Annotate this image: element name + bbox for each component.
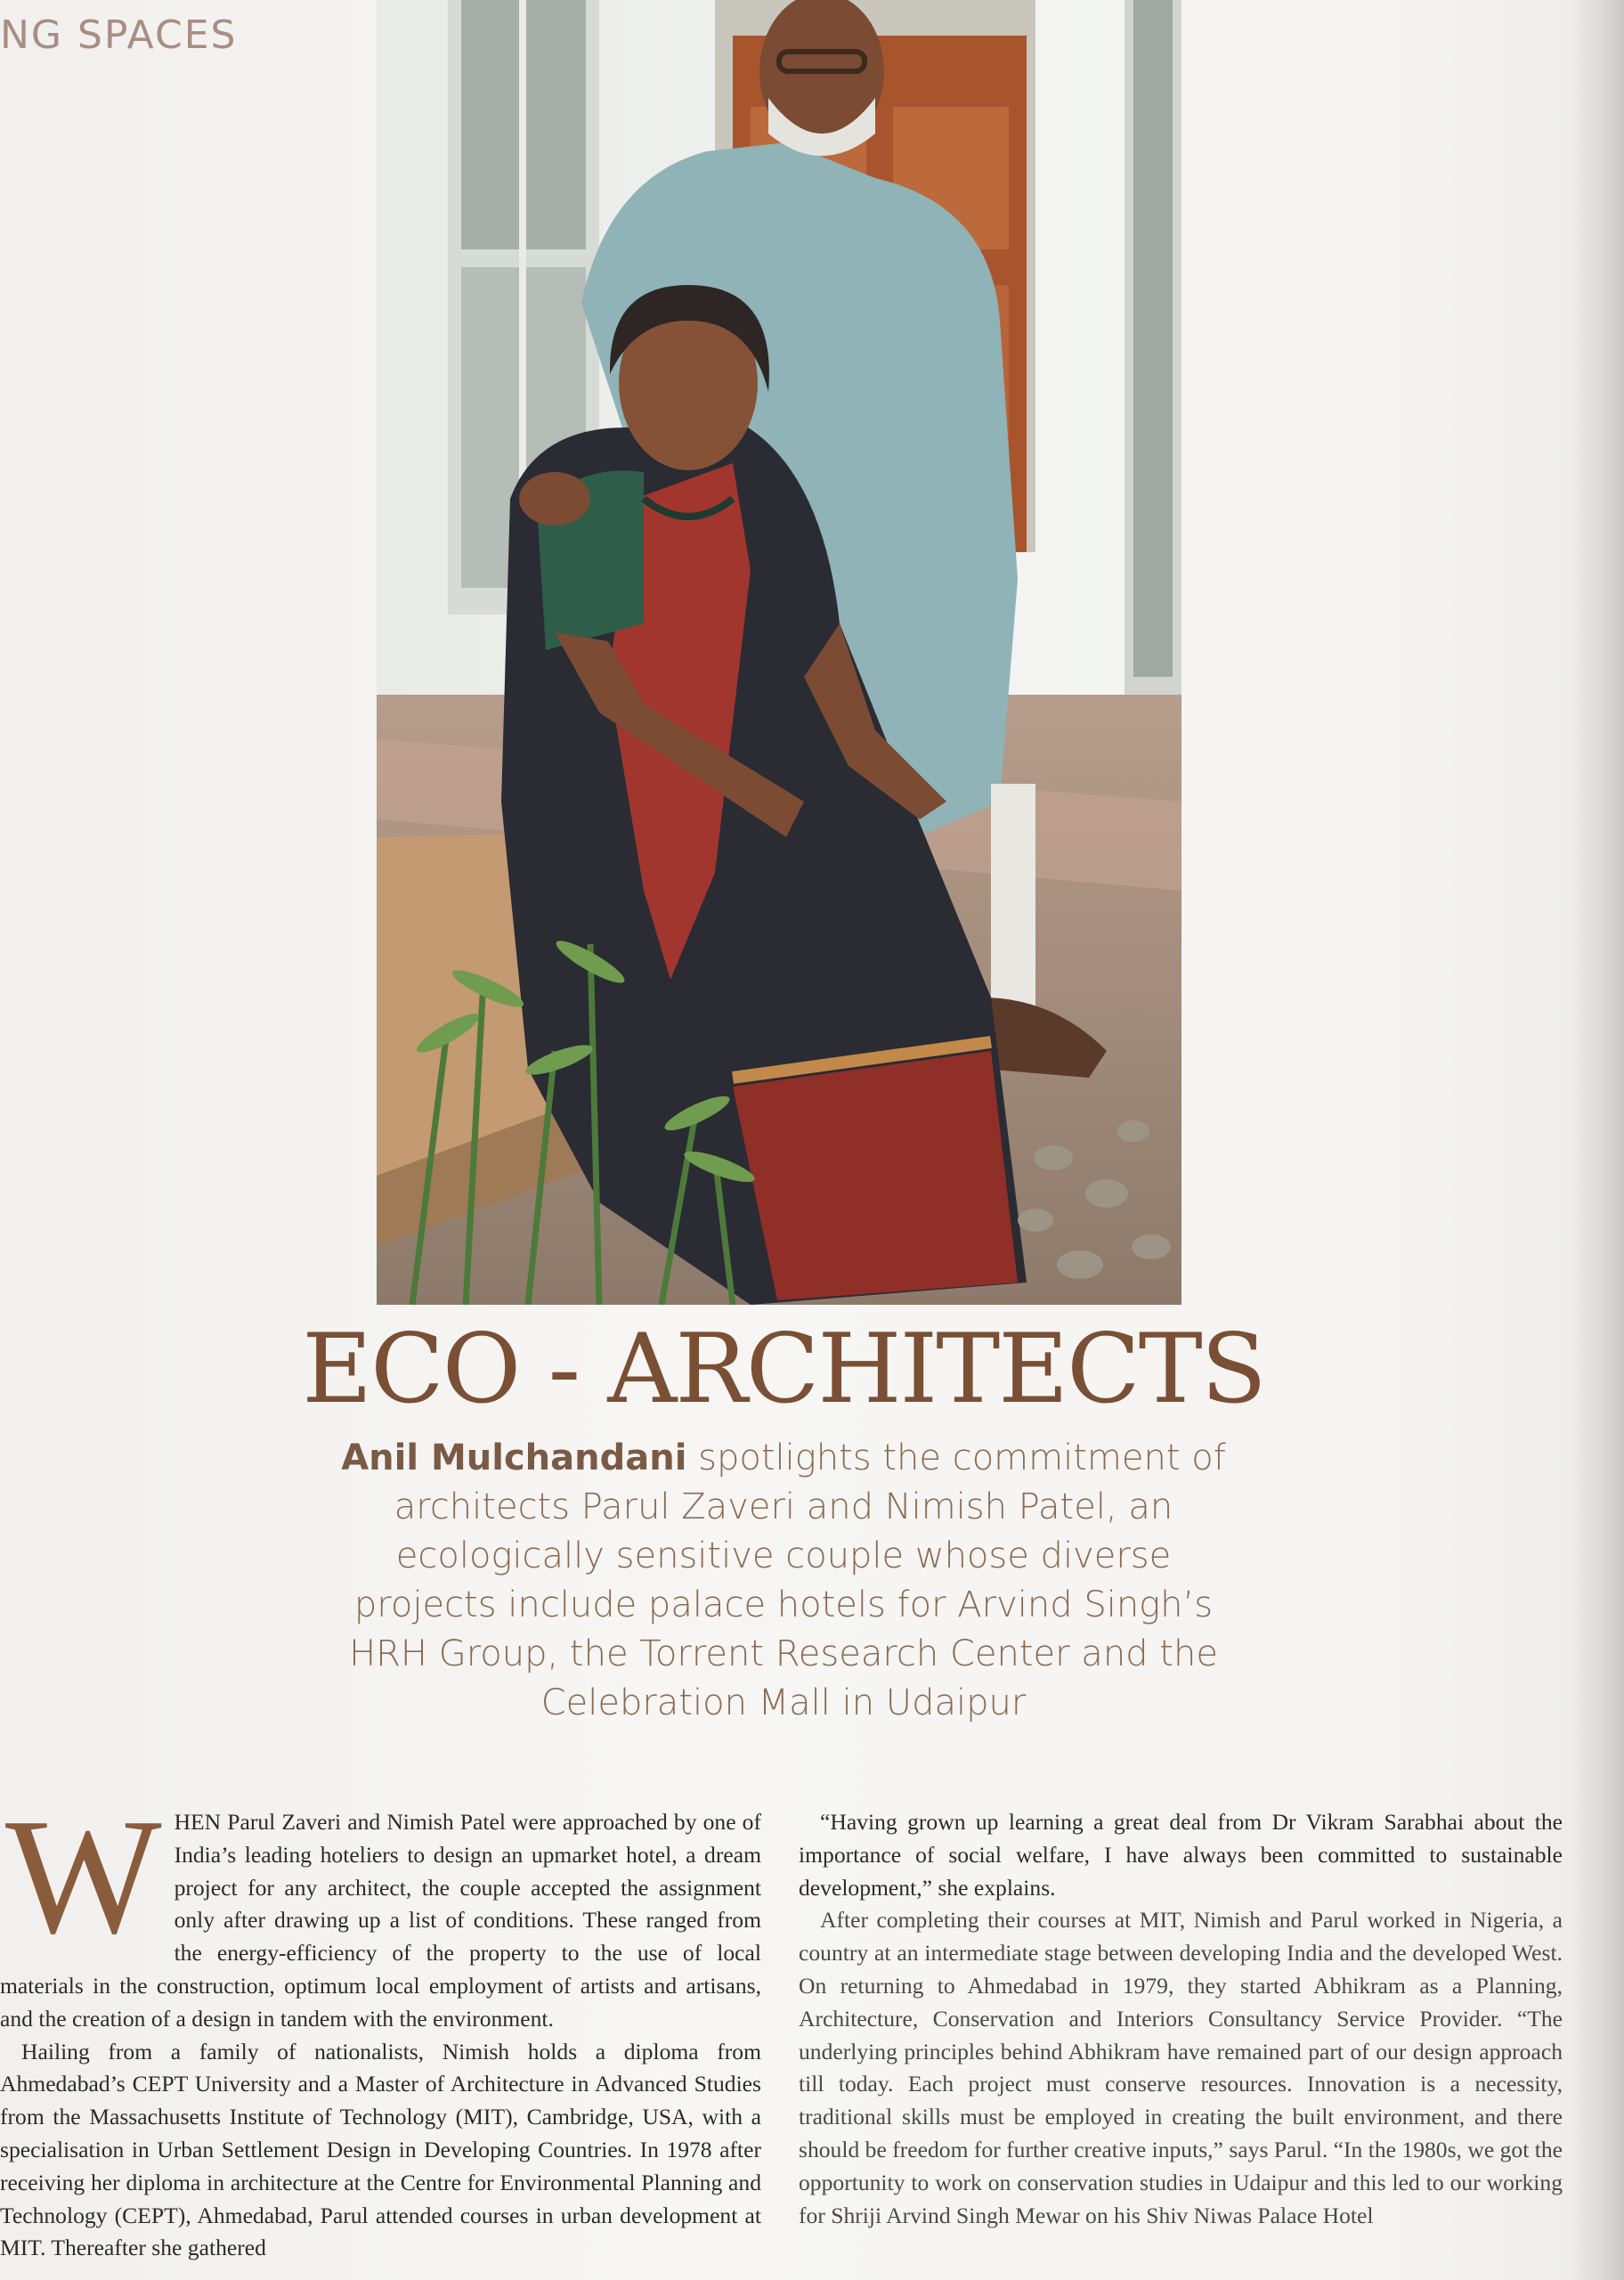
article-paragraph: Hailing from a family of nationalists, Nimish holds a diploma from Ahmedabad’s CEPT University and a Master of Architecture in Advanced Studies from the Massachusetts Institute of Technology (MIT), Cambridge, USA, with a specialisation in Urban Settlement Design in Developing Countries. In 1978 after receiving her diploma in architecture at the Centre for Environmental Planning and Technology (CEPT), Ahmedabad, Parul attended courses in urban development at MIT. Thereafter she gathered [0,2038,761,2261]
article-column-left [0,1785,761,2265]
standfirst-text: spotlights the commitment of architects Parul Zaveri and Nimish Patel, an ecologically sensitive couple whose diverse projects include palace hotels for Arvind Singh’s HRH Group, the Torrent Research Center and the Celebration Mall in Udaipur [349,1437,1226,1723]
paragraph-text: HEN Parul Zaveri and Nimish Patel were approached by one of India’s leading hoteliers to design an upmarket hotel, a dream project for any architect, the couple accepted the assignment only after drawing up a list of conditions. These ranged from the energy-efficiency of the property to the use of local materials in the construction, optimum local employment of artists and artisans, and the creation of a design in tandem with the environment. [0,1809,761,2032]
article-paragraph: After completing their courses at MIT, Nimish and Parul worked in Nigeria, a country at an intermediate stage between developing India and the developed West. On returning to Ahmedabad in 1979, they started Abhikram as a Planning, Architecture, Conservation and Interiors Consultancy Service Provider. “The underlying principles behind Abhikram have remained part of our design approach till today. Each project must conserve resources. Innovation is a necessity, traditional skills must be employed in creating the built environment, and there should be freedom for further creative inputs,” says Parul. “In the 1980s, we got the opportunity to work on conservation studies in Udaipur and this led to our working for Shriji Arvind Singh Mewar on his Shiv Niwas Palace Hotel [799,1907,1563,2228]
page-gutter-shadow [1571,0,1624,2280]
article-paragraph [0,1785,761,2036]
portrait-illustration [377,0,1181,1305]
headline: ECO - ARCHITECTS [302,1314,1265,1425]
section-label: NG SPACES [0,12,238,58]
article-column-right [799,1806,1563,2232]
portrait-photo [377,0,1181,1305]
author-name: Anil Mulchandani [341,1437,687,1478]
standfirst [338,1434,1229,1728]
drop-cap: W [5,1785,162,1968]
article-paragraph: “Having grown up learning a great deal from Dr Vikram Sarabhai about the importance of social welfare, I have always been committed to sustainable development,” she explains. [799,1809,1563,1901]
